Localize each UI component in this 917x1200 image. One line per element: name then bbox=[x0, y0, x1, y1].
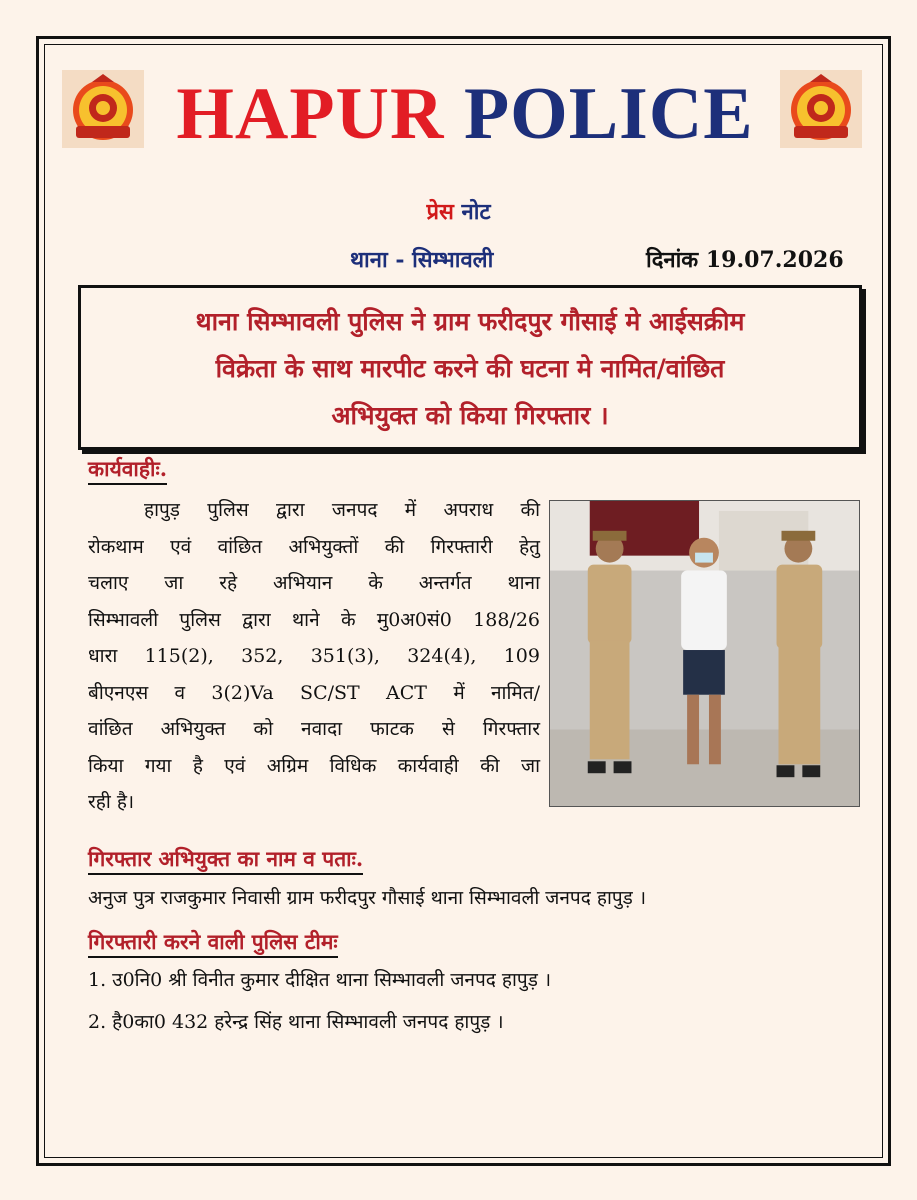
headline-line: थाना सिम्भावली पुलिस ने ग्राम फरीदपुर गौसाई मे आईसक्रीम bbox=[195, 307, 745, 336]
up-police-emblem-left bbox=[62, 70, 144, 148]
page-title bbox=[150, 72, 780, 156]
accused-heading: गिरफ्तार अभियुक्त का नाम व पताः. bbox=[88, 846, 363, 875]
headline-line: अभियुक्त को किया गिरफ्तार । bbox=[331, 401, 609, 430]
accused-details: अनुज पुत्र राजकुमार निवासी ग्राम फरीदपुर गौसाई थाना सिम्भावली जनपद हापुड़ । bbox=[88, 887, 647, 909]
paragraph-line: हापुड़ पुलिस द्वारा जनपद में अपराध की bbox=[144, 499, 540, 521]
team-member: 1. उ0नि0 श्री विनीत कुमार दीक्षित थाना सिम्भावली जनपद हापुड़ । bbox=[88, 969, 552, 991]
action-paragraph bbox=[88, 492, 540, 821]
paragraph-line: रही है। bbox=[88, 791, 135, 813]
paragraph-line: वांछित अभियुक्त को नवादा फाटक से गिरफ्तार bbox=[88, 718, 540, 740]
paragraph-line: बीएनएस व 3(2)Va SC/ST ACT में नामित/ bbox=[88, 681, 540, 704]
paragraph-line: धारा 115(2), 352, 351(3), 324(4), 109 bbox=[88, 645, 540, 667]
paragraph-line: रोकथाम एवं वांछित अभियुक्तों की गिरफ्तारी हेतु bbox=[88, 535, 540, 558]
title-hapur: HAPUR bbox=[176, 73, 445, 155]
team-heading: गिरफ्तारी करने वाली पुलिस टीमः bbox=[88, 929, 338, 958]
headline bbox=[81, 298, 859, 439]
title-police: POLICE bbox=[463, 73, 754, 155]
station-name: थाना - सिम्भावली bbox=[350, 247, 494, 273]
headline-box bbox=[78, 285, 862, 450]
arrest-photo bbox=[549, 500, 860, 807]
paragraph-line: किया गया है एवं अग्रिम विधिक कार्यवाही की जा bbox=[88, 754, 540, 777]
press-word: प्रेस bbox=[426, 199, 454, 225]
team-member: 2. है0का0 432 हरेन्द्र सिंह थाना सिम्भावली जनपद हापुड़ । bbox=[88, 1011, 504, 1033]
note-word: नोट bbox=[461, 199, 491, 225]
press-note-label bbox=[0, 196, 917, 226]
up-police-emblem-right bbox=[780, 70, 862, 148]
paragraph-line: चलाए जा रहे अभियान के अन्तर्गत थाना bbox=[88, 572, 540, 594]
action-heading: कार्यवाहीः. bbox=[88, 456, 167, 485]
paragraph-line: सिम्भावली पुलिस द्वारा थाने के मु0अ0सं0 188/26 bbox=[88, 608, 540, 631]
press-date: दिनांक 19.07.2026 bbox=[646, 247, 844, 273]
headline-line: विक्रेता के साथ मारपीट करने की घटना मे नामित/वांछित bbox=[215, 354, 725, 383]
